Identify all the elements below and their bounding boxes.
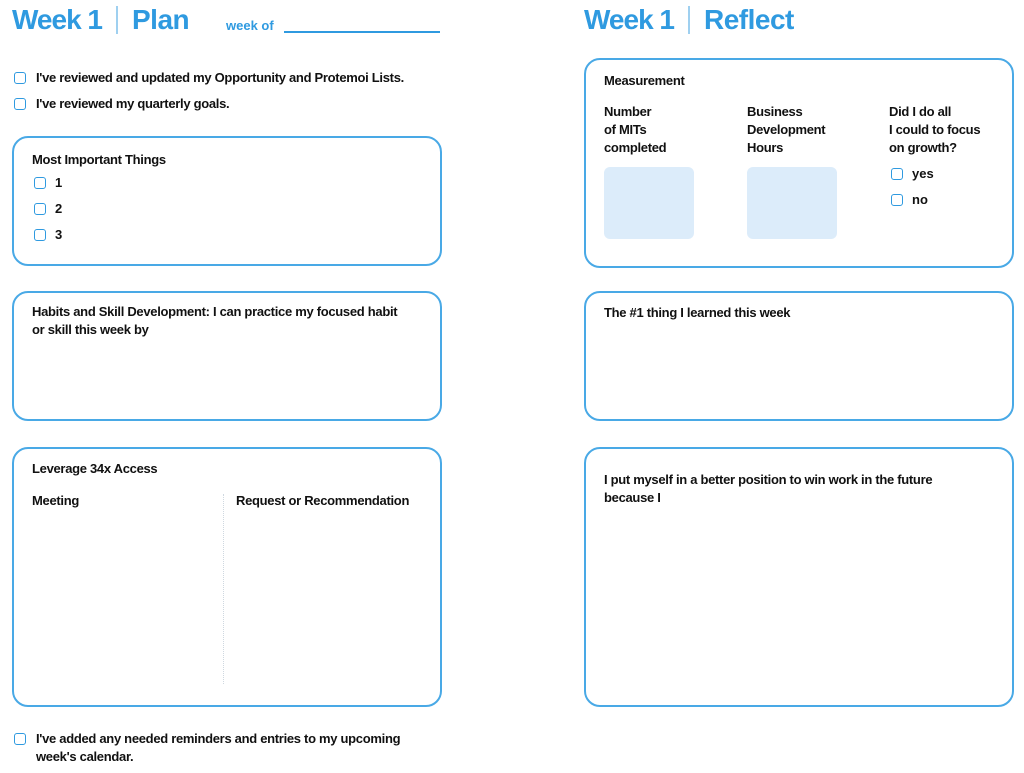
growth-question-label: Did I do all I could to focus on growth?: [889, 104, 981, 155]
check-calendar[interactable]: [14, 730, 400, 766]
checkbox-icon[interactable]: [14, 72, 26, 84]
mits-completed-input[interactable]: [604, 167, 694, 239]
reflect-heading: [584, 4, 794, 36]
mit-item-3[interactable]: [34, 227, 62, 242]
option-label: no: [912, 192, 928, 207]
mit-item-1[interactable]: [34, 175, 62, 190]
position-card[interactable]: [584, 447, 1014, 707]
measurement-card: [584, 58, 1014, 268]
mit-item-2[interactable]: [34, 201, 62, 216]
week-of-label: week of: [226, 18, 274, 33]
mit-item-label: 1: [55, 175, 63, 190]
measurement-title: Measurement: [604, 73, 685, 88]
learned-title: The #1 thing I learned this week: [604, 305, 791, 320]
position-title: I put myself in a better position to win work in the future because I: [604, 472, 933, 505]
request-column-label: Request or Recommendation: [236, 493, 410, 508]
checkbox-icon[interactable]: [34, 203, 46, 215]
habits-card[interactable]: [12, 291, 442, 421]
growth-option-no[interactable]: [891, 192, 928, 207]
bizdev-hours-label: Business Development Hours: [747, 104, 826, 155]
check-label: I've added any needed reminders and entries to my upcoming week's calendar.: [36, 731, 401, 764]
checkbox-icon[interactable]: [891, 194, 903, 206]
checkbox-icon[interactable]: [34, 177, 46, 189]
checkbox-icon[interactable]: [34, 229, 46, 241]
check-reviewed-lists[interactable]: [14, 70, 404, 85]
growth-option-yes[interactable]: [891, 166, 934, 181]
learned-card[interactable]: [584, 291, 1014, 421]
column-divider: [223, 494, 224, 684]
check-label: I've reviewed and updated my Opportunity and Protemoi Lists.: [36, 70, 404, 85]
mit-card: [12, 136, 442, 266]
reflect-title: Reflect: [704, 4, 794, 35]
plan-heading: [12, 4, 189, 36]
mit-item-label: 2: [55, 201, 63, 216]
heading-divider: [688, 6, 690, 34]
check-label: I've reviewed my quarterly goals.: [36, 96, 230, 111]
heading-divider: [116, 6, 118, 34]
leverage-title: Leverage 34x Access: [32, 461, 158, 476]
plan-title: Plan: [132, 4, 190, 35]
checkbox-icon[interactable]: [14, 733, 26, 745]
mits-completed-label: Number of MITs completed: [604, 104, 667, 155]
leverage-card: [12, 447, 442, 707]
meeting-column-label: Meeting: [32, 493, 80, 508]
mit-title: Most Important Things: [32, 152, 166, 167]
check-reviewed-goals[interactable]: [14, 96, 229, 111]
checkbox-icon[interactable]: [14, 98, 26, 110]
week-of-field[interactable]: [284, 31, 440, 33]
mit-item-label: 3: [55, 227, 63, 242]
bizdev-hours-input[interactable]: [747, 167, 837, 239]
reflect-week-label: Week 1: [584, 4, 674, 35]
habits-title: Habits and Skill Development: I can practice my focused habit or skill this week by: [32, 304, 398, 337]
plan-week-label: Week 1: [12, 4, 102, 35]
option-label: yes: [912, 166, 934, 181]
checkbox-icon[interactable]: [891, 168, 903, 180]
